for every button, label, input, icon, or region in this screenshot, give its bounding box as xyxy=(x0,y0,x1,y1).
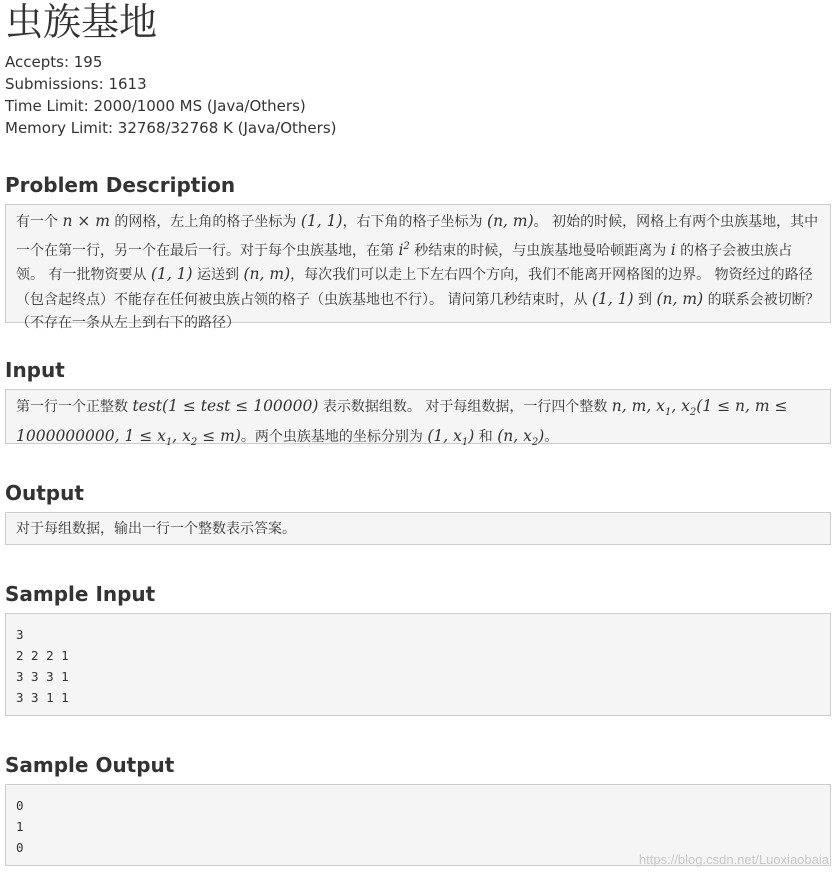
memory-limit: Memory Limit: 32768/32768 K (Java/Others) xyxy=(5,119,337,137)
description-text: 到 xyxy=(633,291,657,308)
input-text: 和 xyxy=(474,428,498,445)
description-text: 的网格，左上角的格子坐标为 xyxy=(109,214,301,230)
math-part: (1 ≤ n, m ≤ 1000000000, 1 ≤ x xyxy=(16,397,788,445)
math-expression: (1, 1) xyxy=(300,212,343,230)
math-expression: i xyxy=(670,240,676,259)
math-expression: test(1 ≤ test ≤ 100000) xyxy=(132,397,319,415)
math-part: ≤ m) xyxy=(197,426,241,445)
accepts-count: Accepts: 195 xyxy=(5,53,103,71)
sample-input-line: 3 3 3 1 xyxy=(16,669,69,684)
description-heading: Problem Description xyxy=(5,173,236,197)
math-base: i xyxy=(398,240,404,259)
description-text: 秒结束的时候，与虫族基地曼哈顿距离为 xyxy=(409,242,671,259)
math-subscript: 2 xyxy=(689,407,697,419)
output-text: 对于每组数据，输出一行一个整数表示答案。 xyxy=(16,521,296,537)
math-subscript: 1 xyxy=(461,436,469,448)
problem-meta xyxy=(5,51,831,139)
math-subscript: 2 xyxy=(190,436,198,448)
math-part: , x xyxy=(172,426,191,445)
math-subscript: 1 xyxy=(664,407,672,419)
description-text: ，右下角的格子坐标为 xyxy=(342,214,488,230)
math-subscript: 2 xyxy=(531,436,539,448)
sample-output-heading: Sample Output xyxy=(5,753,175,777)
math-expression: n × m xyxy=(62,212,110,230)
input-text: 。两个虫族基地的坐标分别为 xyxy=(240,428,428,445)
description-text: 有一个 xyxy=(16,214,63,230)
sample-input-heading: Sample Input xyxy=(5,582,156,606)
math-expression xyxy=(398,241,409,259)
math-part: ) xyxy=(468,426,475,445)
time-limit: Time Limit: 2000/1000 MS (Java/Others) xyxy=(5,97,306,115)
math-part: ) xyxy=(538,426,545,445)
description-text: 运送到 xyxy=(192,267,244,284)
math-part: , x xyxy=(671,397,690,415)
description-text: ，每次我们可以走上下左右四个方向，我们不能离开网格图的边界。 物资经过的路径（包含起终点）不能存在任何被虫族占领的格子（虫族基地也不行）。 请问第几秒结束时，从 xyxy=(16,267,813,308)
description-text: 。 初始的时候，网格上有两个虫族基地，其中一个在第一行，另一个在最后一行。对于每个虫族基地，在第 xyxy=(16,214,819,259)
math-part: (n, x xyxy=(497,426,532,445)
math-expression: (n, m) xyxy=(656,289,704,308)
watermark: https://blog.csdn.net/Luoxiaobaia xyxy=(638,852,829,867)
sample-input-line: 2 2 2 1 xyxy=(16,648,69,663)
output-heading: Output xyxy=(5,481,84,505)
math-part: (1, x xyxy=(427,426,462,445)
math-part: n, m, x xyxy=(611,397,665,415)
sample-input-box xyxy=(5,613,831,716)
sample-input-line: 3 3 1 1 xyxy=(16,690,69,705)
math-expression: (1, 1) xyxy=(591,289,634,308)
math-expression: (1, 1) xyxy=(150,265,193,284)
input-heading: Input xyxy=(5,358,65,382)
input-text: 。 xyxy=(544,428,559,445)
sample-output-line: 0 xyxy=(16,798,24,813)
input-text: 第一行一个正整数 xyxy=(16,399,133,415)
math-expression xyxy=(427,426,475,448)
math-expression: (n, m) xyxy=(243,265,291,284)
output-box xyxy=(5,512,831,545)
sample-output-line: 0 xyxy=(16,840,24,855)
math-expression xyxy=(497,426,545,448)
input-text: 表示数据组数。 对于每组数据，一行四个整数 xyxy=(318,399,612,415)
sample-output-line: 1 xyxy=(16,819,24,834)
description-text: 的格子会被虫族占领。 有一批物资要从 xyxy=(16,242,793,284)
description-text: 的联系会被切断？（不存在一条从左上到右下的路径） xyxy=(16,291,820,332)
sample-input-line: 3 xyxy=(16,627,24,642)
input-box xyxy=(5,389,831,448)
submissions-count: Submissions: 1613 xyxy=(5,75,147,93)
problem-page xyxy=(5,0,831,866)
math-expression: (n, m) xyxy=(487,212,534,230)
math-superscript: 2 xyxy=(403,240,410,252)
math-subscript: 1 xyxy=(165,436,173,448)
problem-title: 虫族基地 xyxy=(5,0,158,44)
description-box xyxy=(5,204,831,332)
